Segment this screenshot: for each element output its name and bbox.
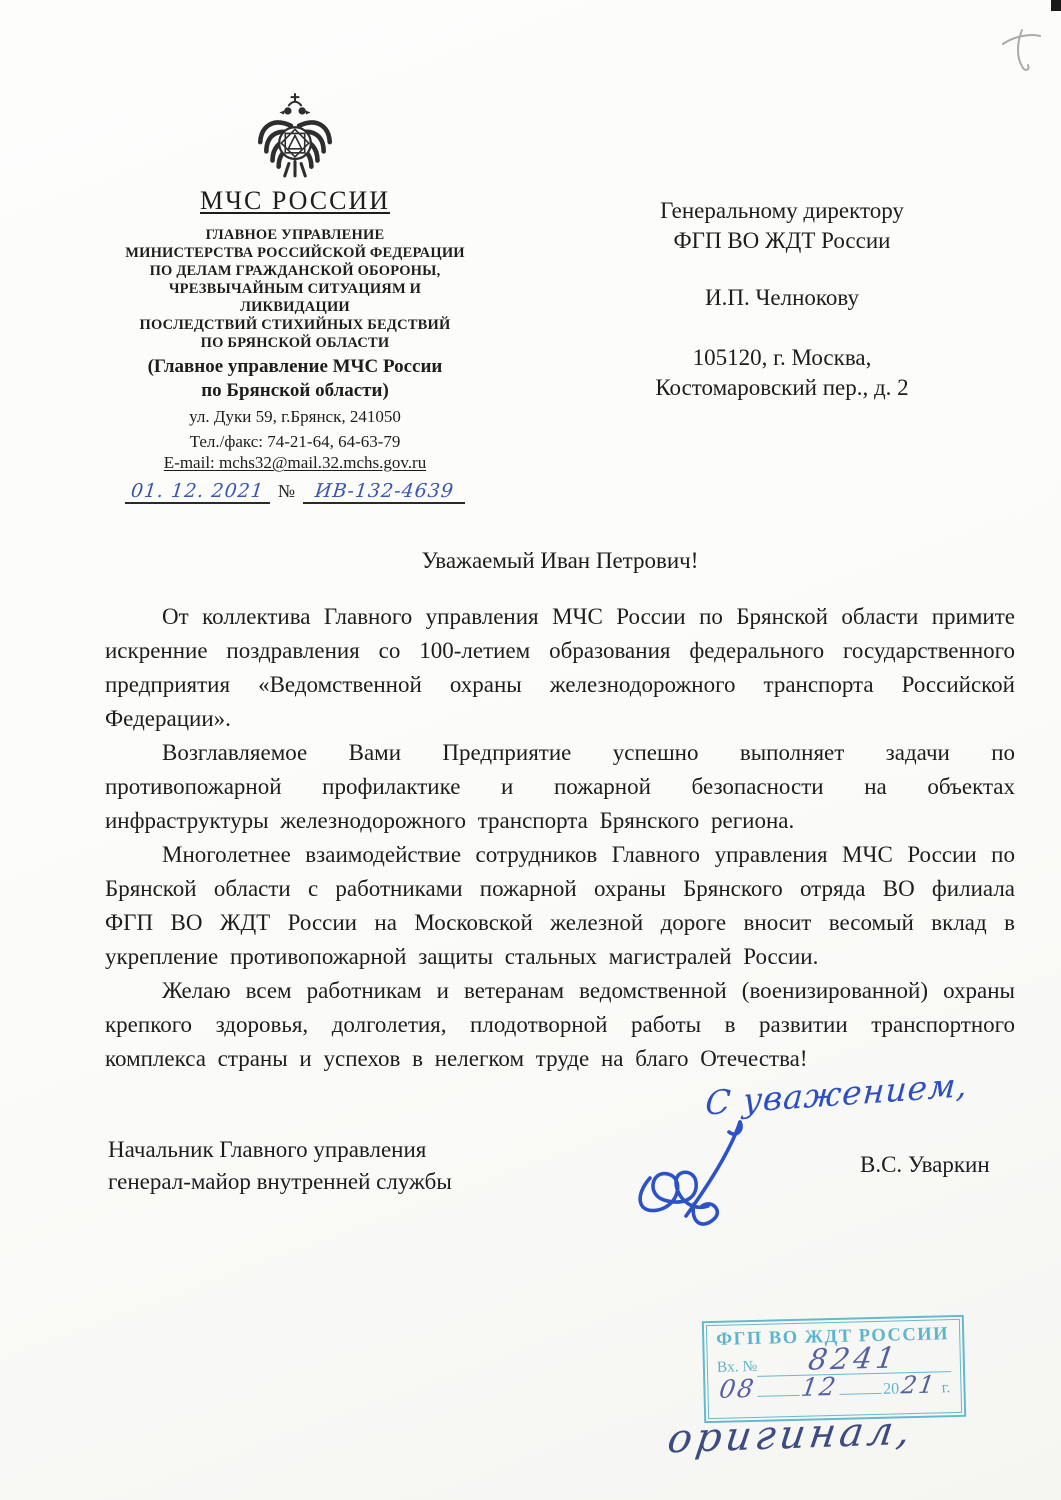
org-name-line: ПО БРЯНСКОЙ ОБЛАСТИ xyxy=(200,335,390,351)
recipient-position-line2: ФГП ВО ЖДТ России xyxy=(673,228,891,253)
outgoing-number-handwritten: ИВ-132-4639 xyxy=(313,480,455,502)
closing-handwritten: С уважением, xyxy=(704,1065,970,1123)
body-paragraph-3: Многолетнее взаимодействие сотрудников Главного управления МЧС России по Брянской области с работниками пожарной охраны Брянского отряда ВО филиала ФГП ВО ЖДТ России на Московской железной дороге вносит весомый вклад в укрепление противопожарной защиты стальных магистралей России. xyxy=(105,842,1015,969)
outgoing-date-handwritten: 01. 12. 2021 xyxy=(129,480,265,502)
recipient-position-line1: Генеральному директору xyxy=(660,198,904,223)
org-name-line: ПОСЛЕДСТВИЙ СТИХИЙНЫХ БЕДСТВИЙ xyxy=(139,317,451,333)
outgoing-registration-row xyxy=(95,480,495,504)
org-short-name: (Главное управление МЧС России по Брянской области) xyxy=(147,356,443,401)
number-sign: № xyxy=(277,481,296,501)
org-name-line: ЛИКВИДАЦИИ xyxy=(240,299,350,315)
letter-body xyxy=(105,600,1015,1076)
address-line: ул. Дуки 59, г.Брянск, 241050 xyxy=(189,407,401,426)
stamp-org-name: ФГП ВО ЖДТ РОССИИ xyxy=(716,1324,950,1350)
scan-artifact xyxy=(1051,0,1061,11)
phone-line: Тел./факс: 74-21-64, 64-63-79 xyxy=(189,431,401,451)
letterhead-title: МЧС РОССИИ xyxy=(200,186,390,215)
org-full-name xyxy=(95,226,495,352)
letterhead xyxy=(95,92,495,504)
stamp-incoming-number: 8241 xyxy=(806,1340,902,1377)
stamp-incoming-label: Вх. № xyxy=(716,1357,758,1376)
body-paragraph-2: Возглавляемое Вами Предприятие успешно выполняет задачи по противопожарной профилактике и пожарной безопасности на объектах инфраструктуры железнодорожного транспорта Брянского региона. xyxy=(105,740,1015,833)
signature-scribble xyxy=(628,1116,803,1234)
stamp-year-prefix: 20 xyxy=(882,1380,900,1398)
stamp-month: 12 xyxy=(799,1371,840,1402)
recipient-name: И.П. Челнокову xyxy=(705,285,859,310)
stamp-day: 08 xyxy=(717,1373,758,1404)
incoming-stamp xyxy=(702,1315,966,1423)
mchs-emblem-icon xyxy=(255,92,335,182)
stamp-year-mark: г. xyxy=(941,1379,951,1397)
org-name-line: ПО ДЕЛАМ ГРАЖДАНСКОЙ ОБОРОНЫ, xyxy=(149,263,441,279)
body-paragraph-4: Желаю всем работникам и ветеранам ведомственной (военизированной) охраны крепкого здоровья, долголетия, плодотворной работы в развитии транспортного комплекса страны и успехов в нелегком труде на благо Отечества! xyxy=(105,978,1015,1071)
corner-pencil-mark-icon xyxy=(995,22,1047,74)
original-note-handwritten: оригинал, xyxy=(664,1407,917,1463)
signer-name: В.С. Уваркин xyxy=(860,1152,990,1177)
signer-position: Начальник Главного управления генерал-майор внутренней службы xyxy=(108,1137,452,1194)
recipient-block xyxy=(612,198,952,413)
stamp-year-suffix: 21 xyxy=(898,1370,938,1400)
recipient-address-line2: Костомаровский пер., д. 2 xyxy=(655,375,909,400)
org-name-line: ГЛАВНОЕ УПРАВЛЕНИЕ xyxy=(205,227,385,243)
salutation: Уважаемый Иван Петрович! xyxy=(421,548,699,573)
email-line: E-mail: mchs32@mail.32.mchs.gov.ru xyxy=(163,453,427,472)
org-name-line: МИНИСТЕРСТВА РОССИЙСКОЙ ФЕДЕРАЦИИ xyxy=(125,245,465,261)
org-name-line: ЧРЕЗВЫЧАЙНЫМ СИТУАЦИЯМ И xyxy=(168,281,422,297)
recipient-address-line1: 105120, г. Москва, xyxy=(692,345,872,370)
body-paragraph-1: От коллектива Главного управления МЧС России по Брянской области примите искренние поздравления со 100-летием образования федерального государственного предприятия «Ведомственной охраны железнодорожного транспорта Российской Федерации». xyxy=(105,604,1015,731)
